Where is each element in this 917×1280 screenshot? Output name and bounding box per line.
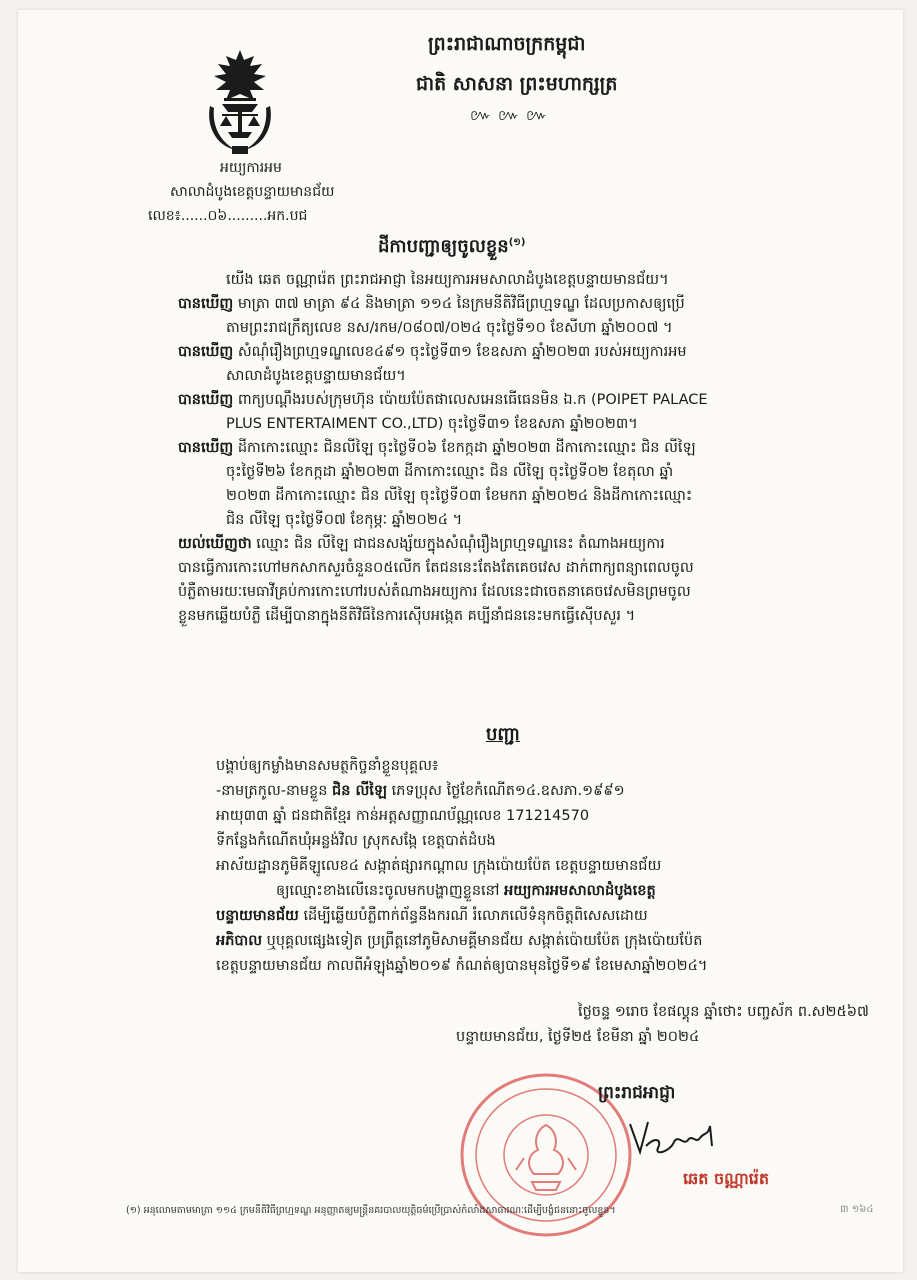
order-line: អាស័យដ្ឋានភូមិគីឡូលេខ៤ សង្កាត់ផ្សារកណ្ដាល ក្រុងប៉ោយប៉ែត ខេត្តបន្ទាយមានជ័យ: [216, 858, 662, 874]
order-text: ឬបុគ្គលផ្សេងទៀត ប្រព្រឹត្តនៅភូមិសាមគ្គីមានជ័យ សង្កាត់ប៉ោយប៉ែត ក្រុងប៉ោយប៉ែត: [262, 933, 703, 949]
considering-paragraph-4: [178, 438, 863, 458]
title-footnote-marker: (១): [508, 237, 526, 248]
considering-paragraph-3: [178, 390, 863, 410]
paragraph-continuation: បានធ្វើការកោះហៅមកសាកសួរចំនួន០៥លើក តែជននេះតែងតែគេចវេស ដាក់ពាក្យពន្យាពេលចូល: [178, 560, 694, 576]
order-line: [216, 879, 866, 904]
document-page: [18, 10, 903, 1272]
order-heading: បញ្ជា: [486, 724, 520, 745]
ornament-divider: ៚ ៚ ៚: [470, 106, 549, 124]
lunar-date: ថ្ងៃចន្ទ ១រោច ខែផល្គុន ឆ្នាំថោះ បញ្ចស័ក ព.ស២៥៦៧: [578, 1004, 869, 1020]
paragraph-text: សំណុំរឿងព្រហ្មទណ្ឌលេខ៤៩១ ចុះថ្ងៃទី៣១ ខែឧសភា ឆ្នាំ២០២៣ របស់អយ្យការអម: [233, 344, 687, 360]
suspect-name: ជិន លីឡៃ: [332, 783, 388, 799]
paragraph-text: មាត្រា ៣៧ មាត្រា ៩៤ និងមាត្រា ១១៤ នៃក្រមនីតិវិធីព្រហ្មទណ្ឌ ដែលប្រកាសឲ្យប្រើ: [233, 296, 685, 312]
paragraph-continuation: សាលាដំបូងខេត្តបន្ទាយមានជ័យ។: [226, 368, 406, 384]
date-block: [456, 1000, 869, 1050]
considering-paragraph-2: [178, 342, 863, 362]
paragraph-text: ឈ្មោះ ជិន លីឡៃ ជាជនសង្ស័យក្នុងសំណុំរឿងព្រហ្មទណ្ឌនេះ តំណាងអយ្យការ: [251, 536, 665, 552]
finding-paragraph: [178, 534, 863, 554]
paragraph-continuation: តាមព្រះរាជក្រឹត្យលេខ នស/រកម/០៨០៧/០២៤ ចុះថ្ងៃទី១០ ខែសីហា ឆ្នាំ២០០៧ ។: [226, 320, 673, 336]
document-title: [378, 234, 525, 261]
solar-date: បន្ទាយមានជ័យ, ថ្ងៃទី២៥ ខែមីនា ឆ្នាំ ២០២៤: [456, 1029, 700, 1045]
document-title-text: ដីកាបញ្ជាឲ្យចូលខ្លួន: [378, 236, 509, 257]
paragraph-lead: បានឃើញ: [178, 296, 234, 312]
order-text: -នាមត្រកូល-នាមខ្លួន: [216, 783, 333, 799]
order-text: ភេទប្រុស ថ្ងៃខែកំណើត១៤.ឧសភា.១៩៩១: [387, 783, 625, 799]
paragraph-continuation: បំភ្លឺតាមរយៈមេធាវីគ្រប់ការកោះហៅរបស់តំណាងអយ្យការ ដែលនេះជាចេតនាគេចវេសមិនព្រមចូល: [178, 584, 691, 600]
intro-paragraph: យើង ឆេត ចណ្ណារ៉េត ព្រះរាជអាជ្ញា នៃអយ្យការអមសាលាដំបូងខេត្តបន្ទាយមានជ័យ។: [226, 272, 669, 288]
document-body: [178, 270, 863, 630]
order-bold-text: បន្ទាយមានជ័យ: [216, 908, 299, 924]
reference-number: លេខ៖......០៦.........អក.បជ: [148, 208, 308, 224]
order-line: [216, 929, 866, 954]
paragraph-lead: យល់ឃើញថា: [178, 536, 252, 552]
paragraph-lead: បានឃើញ: [178, 392, 234, 408]
order-text: ឲ្យឈ្មោះខាងលើនេះចូលមកបង្ហាញខ្លួននៅ: [276, 883, 505, 899]
handwritten-signature-icon: [626, 1116, 726, 1160]
emblem-icon: [202, 46, 278, 158]
order-line: [216, 779, 866, 804]
order-line: [216, 904, 866, 929]
footnote: (១) អនុលោមតាមមាត្រា ១១៤ ក្រមនីតិវិធីព្រហ្មទណ្ឌ អនុញ្ញាតឲ្យមន្ត្រីនគរបាលយុត្តិធម៌ប្រើប្រាស់កំលាំងសាធារណៈដើម្បីបង្ខំជននោះចូលខ្លួន។: [126, 1205, 616, 1216]
order-line: បង្គាប់ឲ្យកម្លាំងមានសមត្ថកិច្ចនាំខ្លួនបុគ្គល៖: [216, 758, 439, 774]
signer-name: ឆេត ចណ្ណារ៉េត: [683, 1169, 770, 1188]
paragraph-text: ពាក្យបណ្ដឹងរបស់ក្រុមហ៊ុន ប៉ោយប៉ែតផាលេសអេនធើធេនមិន ឯ.ក (POIPET PALACE: [233, 392, 708, 408]
kingdom-heading: ព្រះរាជាណាចក្រកម្ពុជា: [428, 33, 586, 55]
order-line: ទីកន្លែងកំណើតឃុំអន្លង់វិល ស្រុកសង្កែ ខេត្តបាត់ដំបង: [216, 833, 496, 849]
signing-authority: ព្រះរាជអាជ្ញា: [598, 1083, 676, 1103]
paragraph-continuation: PLUS ENTERTAIMENT CO.,LTD) ចុះថ្ងៃទី៣១ ខែឧសភា ឆ្នាំ២០២៣។: [226, 416, 638, 432]
order-line: ខេត្តបន្ទាយមានជ័យ កាលពីអំឡុងឆ្នាំ២០១៩ កំណត់ឲ្យបានមុនថ្ងៃទី១៩ ខែមេសាឆ្នាំ២០២៤។: [216, 958, 708, 974]
paragraph-continuation: ជិន លីឡៃ ចុះថ្ងៃទី០៧ ខែកុម្ភៈ ឆ្នាំ២០២៤ ។: [226, 512, 463, 528]
paragraph-text: ដីកាកោះឈ្មោះ ជិនលីឡៃ ចុះថ្ងៃទី០៦ ខែកក្កដា ឆ្នាំ២០២៣ ដីកាកោះឈ្មោះ ជិន លីឡៃ: [233, 440, 696, 456]
order-line: អាយុ៣៣ ឆ្នាំ ជនជាតិខ្មែរ កាន់អត្តសញ្ញាណប័ណ្ណលេខ 171214570: [216, 808, 590, 824]
office-name: អយ្យការអម: [220, 160, 282, 176]
paragraph-continuation: ២០២៣ ដីកាកោះឈ្មោះ ជិន លីឡៃ ចុះថ្ងៃទី០៣ ខែមករា ឆ្នាំ២០២៤ និងដីកាកោះឈ្មោះ: [226, 488, 693, 504]
paragraph-continuation: ខ្លួនមកឆ្លើយបំភ្លឺ ដើម្បីបានាក្នុងនីតិវិធីនៃការស៊ើបអង្កេត គប្បីនាំជននេះមកធ្វើស៊ើបសួរ ។: [178, 608, 636, 624]
court-name: សាលាដំបូងខេត្តបន្ទាយមានជ័យ: [170, 184, 335, 200]
order-text: ដើម្បីឆ្លើយបំភ្លឺពាក់ព័ន្ធនឹងករណី រំលោភលើទំនុកចិត្តពិសេសដោយ: [298, 908, 648, 924]
paragraph-lead: បានឃើញ: [178, 440, 234, 456]
motto-heading: ជាតិ សាសនា ព្រះមហាក្សត្រ: [416, 73, 618, 95]
paragraph-lead: បានឃើញ: [178, 344, 234, 360]
considering-paragraph-1: [178, 294, 863, 314]
order-bold-text: អយ្យការអមសាលាដំបូងខេត្ត: [504, 883, 656, 899]
page-number: ៣ ១៦៤: [840, 1204, 874, 1215]
order-bold-text: អភិបាល: [216, 933, 263, 949]
paragraph-continuation: ចុះថ្ងៃទី២៦ ខែកក្កដា ឆ្នាំ២០២៣ ដីកាកោះឈ្មោះ ជិន លីឡៃ ចុះថ្ងៃទី០២ ខែតុលា ឆ្នាំ: [226, 464, 674, 480]
order-body: [216, 754, 866, 979]
